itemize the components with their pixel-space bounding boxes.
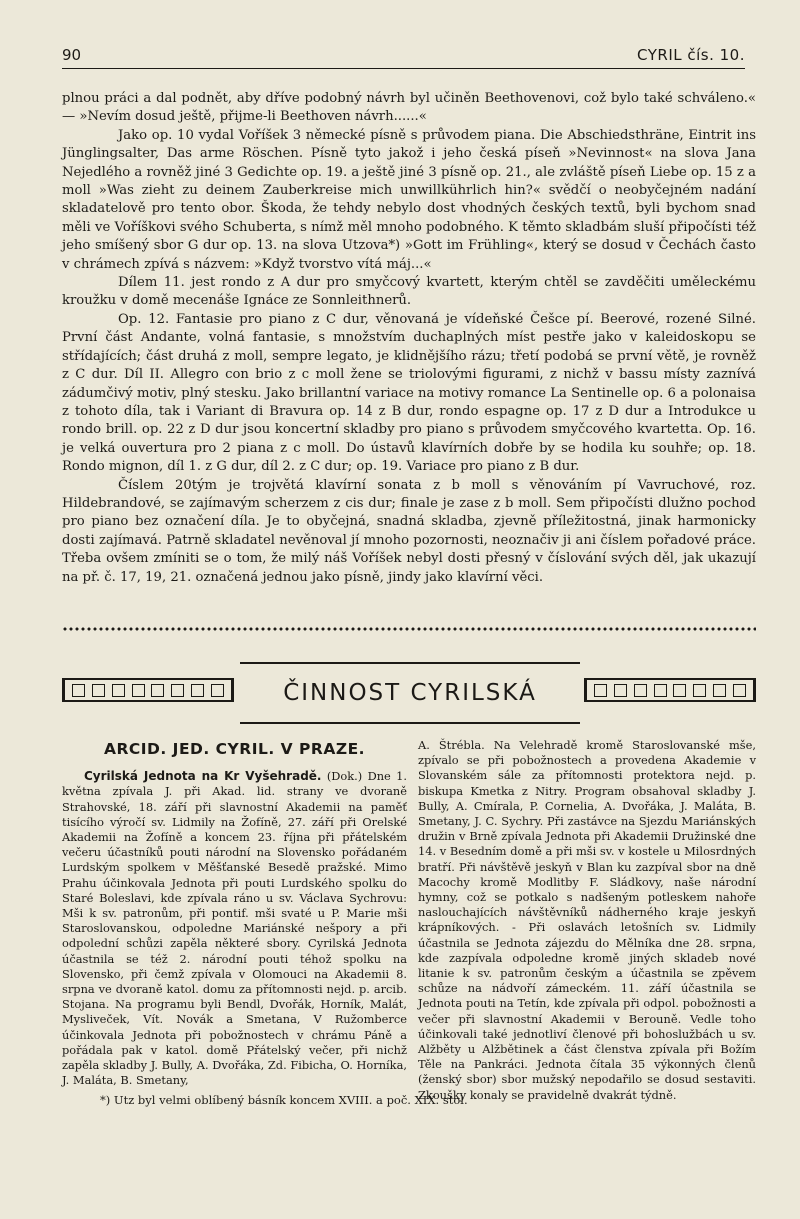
article-paragraph: Číslem 20tým je trojvětá klavírní sonata z b moll s věnováním pí Vavruchové, roz. Hildebrandové, se zajímavým scherzem z cis dur; finale je zase z b moll. Sem připočísti dlužno pochod pro piano bez označení díla. Je to obyčejná, snadná skladba, zjevně příležitostná, jinak harmonicky dosti zajímavá. Patrně skladatel nevěnoval jí mnoho pozornosti, neoznačiv ji ani číslem pořadové práce. Třeba ovšem zmíniti se o tom, že milý náš Voříšek nebyl dosti přesný v číslování svých děl, jak ukazují na př. č. 17, 19, 21. označená jednou jako písně, jindy jako klavírní věci. — [62, 477, 756, 585]
square-ornament-icon — [733, 684, 746, 697]
section-banner — [62, 662, 756, 722]
news-column-left — [62, 738, 407, 1088]
article-paragraph: Op. 12. Fantasie pro piano z C dur, věnovaná je vídeňské Češce pí. Beerové, rozené Silné. První část Andante, volná fantasie, s množstvím duchaplných míst pestře jako v kaleidoskopu se střídajících; část druhá z moll, sempre legato, je klidnějšího rázu; třetí podobá se první větě, je rovněž z C dur. Díl II. Allegro con brio z c moll žene se triolovými figurami, z nichž v bassu místy zaznívá zádumčivý motiv, plný stesku. Jako brillantní variace na motivy romance La Sentinelle op. 6 a polonaisa z tohoto díla, tak i Variant di Bravura op. 14 z B dur, rondo espagne op. 17 z D dur a Introdukce u rondo brill. op. 22 z D dur jsou koncertní skladby pro piano s průvodem smyčcového kvartetta. Op. 16. je velká ouvertura pro 2 piana z c moll. Do ústavů klavírních dobře by se hodila ku souhře; op. 18. Rondo mignon, díl 1. z G dur, díl 2. z C dur; op. 19. Variace pro piano z B dur. — [62, 311, 756, 475]
square-ornament-icon — [191, 684, 204, 697]
square-ornament-icon — [112, 684, 125, 697]
square-ornament-icon — [72, 684, 85, 697]
square-ornament-icon — [594, 684, 607, 697]
square-ornament-icon — [693, 684, 706, 697]
news-column-right — [418, 738, 756, 1103]
news-text-left: (Dok.) Dne 1. května zpívala J. při Akad. lid. strany ve dvoraně Strahovské, 18. září při slavnostní Akademii na paměť tisícího výročí sv. Lidmily na Žofíně, 27. září při Orelské Akademii na Žofíně a koncem 23. října při přátelském večeru účastníků pouti národní na Slovensko pořádaném Lurdským spolkem v Měšťanské Besedě pražské. Mimo Prahu účinkovala Jednota při pouti Lurdského spolku do Staré Boleslavi, kde zpívala ráno u sv. Václava Sychrovu: Mši k sv. patronům, při pontif. mši svaté u P. Marie mši Staroslovanskou, odpoledne Mariánské nešpory a při odpolední schůzi zapěla některé sbory. Cyrilská Jednota účastnila se též 2. národní pouti téhož spolku na Slovensko, při čemž zpívala v Olomouci na Akademii 8. srpna ve dvoraně katol. domu za přítomnosti nejd. p. arcib. Stojana. Na programu byli Bendl, Dvořák, Horník, Malát, Mysliveček, Vít. Novák a Smetana, V Ružomberce účinkovala Jednota při pobožnostech v chrámu Páně a pořádala pak v katol. domě Přátelský večer, při nichž zapěla skladby J. Bully, A. Dvořáka, Zd. Fibicha, O. Horníka, J. Malátа, B. Smetany, — [62, 769, 407, 1088]
footnote: *) Utz byl velmi oblíbený básník koncem XVIII. a poč. XIX. stol. — [100, 1093, 468, 1107]
article-paragraph: plnou práci a dal podnět, aby dříve podobný návrh byl učiněn Beethovenovi, což bylo také schváleno.« — »Nevím dosud ještě, přijme-li Beethoven návrh......« — [62, 91, 756, 125]
header-rule — [62, 68, 745, 69]
square-ornament-icon — [614, 684, 627, 697]
square-ornament-icon — [171, 684, 184, 697]
square-ornament-icon — [713, 684, 726, 697]
article-paragraph: Dílem 11. jest rondo z A dur pro smyčcový kvartett, kterým chtěl se zavděčiti uměleckému kroužku v domě mecenáše Ignáce ze Sonnleithnerů. — [62, 275, 756, 309]
banner-ornament-right — [584, 678, 756, 702]
square-ornament-icon — [211, 684, 224, 697]
section-title: ČINNOST CYRILSKÁ — [240, 662, 580, 724]
square-ornament-icon — [132, 684, 145, 697]
news-text-right: A. Štrébla. Na Velehradě kromě Staroslovanské mše, zpívalo se při pobožnostech a provedena Akademie v Slovanském sále za přítomnosti protektora nejd. p. biskupa Kmetka z Nitry. Program obsahoval skladby J. Bully, A. Cmírala, P. Cornelia, A. Dvořáka, J. Malátа, B. Smetany, J. C. Sychry. Při zastávce na Sjezdu Mariánských družin v Brně zpívala Jednota při Akademii Družinské dne 14. v Besedním domě a při mši sv. v kostele u Milosrdných bratří. Při návštěvě jeskyň v Blan ku zazpíval sbor na dně Macochy kromě Modlitby F. Sládkovy, naše národní hymny, což se potkalo s nadšeným potleskem nahoře naslouchajících návštěvníků nádherného kraje jeskyň krápníkových. - Při oslavách letošních sv. Lidmily účastnila se Jednota zájezdu do Mělníka dne 28. srpna, kde zazpívala odpoledne kromě jiných skladeb nové litanie k sv. patronům českým a účastnila se zpěvem schůze na nádvoří zámeckém. 11. září účastnila se Jednota pouti na Tetín, kde zpívala při odpol. pobožnosti a večer při slavnostní Akademii v Berouně. Vedle toho účinkovali také jednotliví členové při bohoslužbách u sv. Alžběty u Alžbětinek a část členstva zpívala při Božím Těle na Pankráci. Jednota čítala 35 výkonných členů (ženský sbor) sbor mužský nepodařilo se dosud sestaviti. Zkoušky konaly se pravidelně dvakrát týdně. — [418, 738, 756, 1102]
square-ornament-icon — [654, 684, 667, 697]
square-ornament-icon — [673, 684, 686, 697]
banner-ornament-left — [62, 678, 234, 702]
page-number: 90 — [62, 46, 82, 64]
article-body — [62, 90, 756, 587]
dotted-separator — [62, 626, 756, 632]
news-paragraph — [62, 769, 407, 1088]
square-ornament-icon — [151, 684, 164, 697]
news-item-title: Cyrilská Jednota na Kr Vyšehradě. — [84, 769, 322, 784]
running-head: CYRIL čís. 10. — [637, 46, 745, 64]
news-heading: ARCID. JED. CYRIL. V PRAZE. — [103, 740, 366, 758]
square-ornament-icon — [92, 684, 105, 697]
page-header — [62, 46, 745, 70]
article-paragraph: Jako op. 10 vydal Voříšek 3 německé písně s průvodem piana. Die Abschiedsthräne, Eintrit ins Jünglingsalter, Das arme Röschen. Písně tyto jakož i jeho česká píseň »Nevinnost« na slova Jana Nejedlého a rovněž jiné 3 Gedichte op. 19. a ještě jiné 3 písně op. 21., ale zvláště píseň Liebe op. 15 z a moll »Was zieht zu deinem Zauberkreise mich unwillkührlich hin?« svědčí o neobyčejném nadání skladatelově pro tento obor. Škoda, že tehdy nebylo dost vhodných českých textů, byli bychom snad měli ve Voříškovi svého Schuberta, s nímž měl mnoho podobného. K těmto skladbám sluší připočísti též jeho smíšený sbor G dur op. 13. na slova Utzova*) »Gott im Frühling«, který se dosud v Čechách často v chrámech zpívá s názvem: »Když tvorstvo vítá máj...« — [62, 127, 756, 272]
square-ornament-icon — [634, 684, 647, 697]
